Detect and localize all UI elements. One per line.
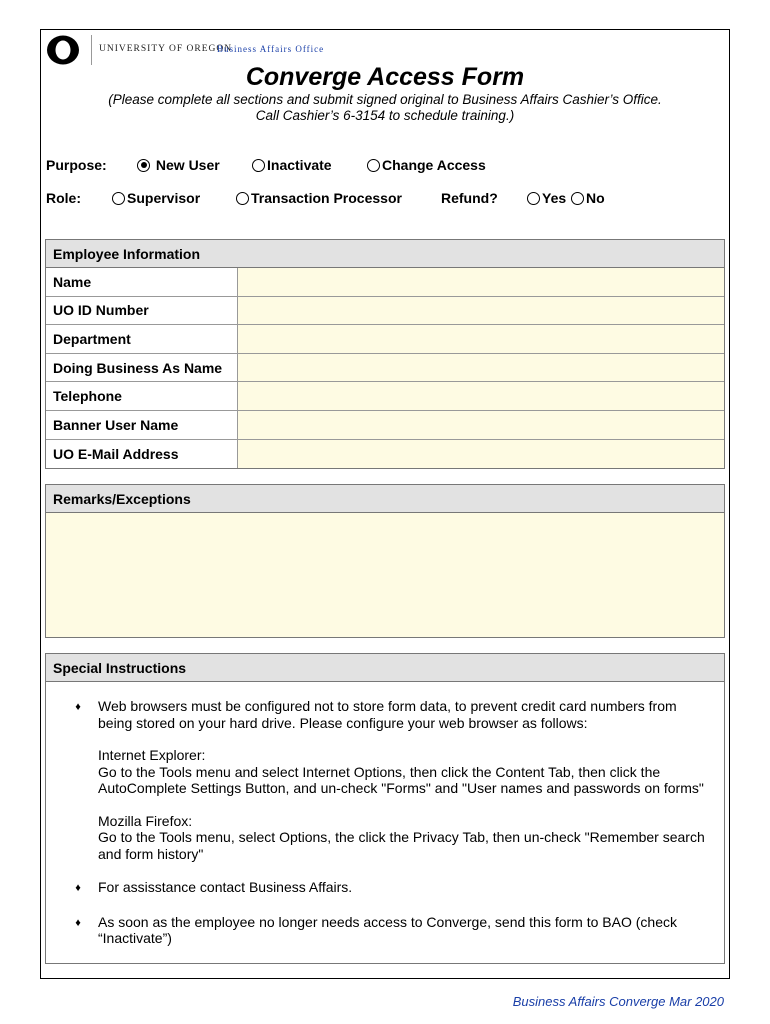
instruction-text: Web browsers must be configured not to store form data, to prevent credit card numbers from being stored on your hard drive. Please configure your web browser as follows: xyxy=(98,698,677,731)
list-item xyxy=(58,879,712,897)
purpose-label: Purpose: xyxy=(46,157,107,173)
radio-label: Supervisor xyxy=(127,190,201,206)
dba-name-field[interactable] xyxy=(238,354,724,382)
radio-label: New User xyxy=(155,157,220,173)
radio-label: Change Access xyxy=(382,157,486,173)
diamond-bullet-icon: ♦ xyxy=(75,916,81,929)
university-name: UNIVERSITY OF OREGON xyxy=(99,44,233,54)
ie-heading: Internet Explorer: xyxy=(98,747,206,763)
section-heading: Remarks/Exceptions xyxy=(46,485,724,513)
field-label: Telephone xyxy=(46,382,238,410)
banner-user-field[interactable] xyxy=(238,411,724,439)
list-item xyxy=(58,698,712,862)
employee-info-section xyxy=(45,239,725,469)
radio-icon xyxy=(367,159,380,172)
purpose-inactivate-radio[interactable] xyxy=(252,157,332,173)
diamond-bullet-icon: ♦ xyxy=(75,882,81,894)
field-label: Name xyxy=(46,268,238,296)
role-label: Role: xyxy=(46,190,81,206)
radio-icon xyxy=(571,192,584,205)
uo-logo-icon xyxy=(45,33,81,67)
radio-label: Transaction Processor xyxy=(251,190,402,206)
form-title: Converge Access Form xyxy=(245,63,525,91)
list-item xyxy=(58,914,712,947)
radio-icon xyxy=(252,159,265,172)
field-label: Banner User Name xyxy=(46,411,238,439)
footer-text: Business Affairs Converge Mar 2020 xyxy=(512,994,724,1009)
instruction-text: For assisstance contact Business Affairs. xyxy=(98,879,353,895)
field-label: UO ID Number xyxy=(46,297,238,325)
table-row xyxy=(46,354,724,383)
table-row xyxy=(46,297,724,326)
field-label: UO E-Mail Address xyxy=(46,440,238,469)
section-heading: Special Instructions xyxy=(46,654,724,682)
table-row xyxy=(46,268,724,297)
remarks-section xyxy=(45,484,725,638)
logo-divider xyxy=(91,35,92,65)
table-row xyxy=(46,382,724,411)
instructions-body xyxy=(46,682,724,957)
field-label: Doing Business As Name xyxy=(46,354,238,382)
radio-icon xyxy=(112,192,125,205)
firefox-heading: Mozilla Firefox: xyxy=(98,812,193,829)
radio-label: Inactivate xyxy=(267,157,332,173)
role-supervisor-radio[interactable] xyxy=(112,190,200,206)
purpose-change-access-radio[interactable] xyxy=(367,157,486,173)
refund-label: Refund? xyxy=(441,190,498,206)
instruction-text: As soon as the employee no longer needs access to Converge, send this form to BAO (check “Inactivate”) xyxy=(98,913,677,946)
radio-label: Yes xyxy=(542,190,567,206)
refund-yes-radio[interactable] xyxy=(527,190,566,206)
form-subtitle xyxy=(0,92,770,124)
telephone-field[interactable] xyxy=(238,382,724,410)
table-row xyxy=(46,325,724,354)
purpose-new-user-radio[interactable] xyxy=(137,157,220,173)
subtitle-line-1: (Please complete all sections and submit signed original to Business Affairs Cashier’s Office. xyxy=(108,92,662,107)
section-heading: Employee Information xyxy=(46,240,724,268)
radio-icon xyxy=(527,192,540,205)
table-row xyxy=(46,440,724,469)
diamond-bullet-icon: ♦ xyxy=(75,701,81,713)
radio-label: No xyxy=(586,190,605,206)
radio-icon xyxy=(236,192,249,205)
remarks-textarea[interactable] xyxy=(46,513,724,637)
table-row xyxy=(46,411,724,440)
firefox-instructions: Go to the Tools menu, select Options, the click the Privacy Tab, then un-check "Remember search and form history" xyxy=(98,829,705,862)
refund-no-radio[interactable] xyxy=(571,190,605,206)
department-field[interactable] xyxy=(238,325,724,353)
ie-instructions: Go to the Tools menu and select Internet Options, then click the Content Tab, then click the AutoComplete Settings Button, and un-check "Forms" and "User names and passwords on forms" xyxy=(98,763,704,796)
field-label: Department xyxy=(46,325,238,353)
role-transaction-processor-radio[interactable] xyxy=(236,190,402,206)
uo-id-field[interactable] xyxy=(238,297,724,325)
office-name: Business Affairs Office xyxy=(217,44,325,54)
radio-selected-icon xyxy=(137,159,150,172)
email-field[interactable] xyxy=(238,440,724,469)
name-field[interactable] xyxy=(238,268,724,296)
subtitle-line-2: Call Cashier’s 6-3154 to schedule training.) xyxy=(255,108,515,123)
instructions-section xyxy=(45,653,725,964)
